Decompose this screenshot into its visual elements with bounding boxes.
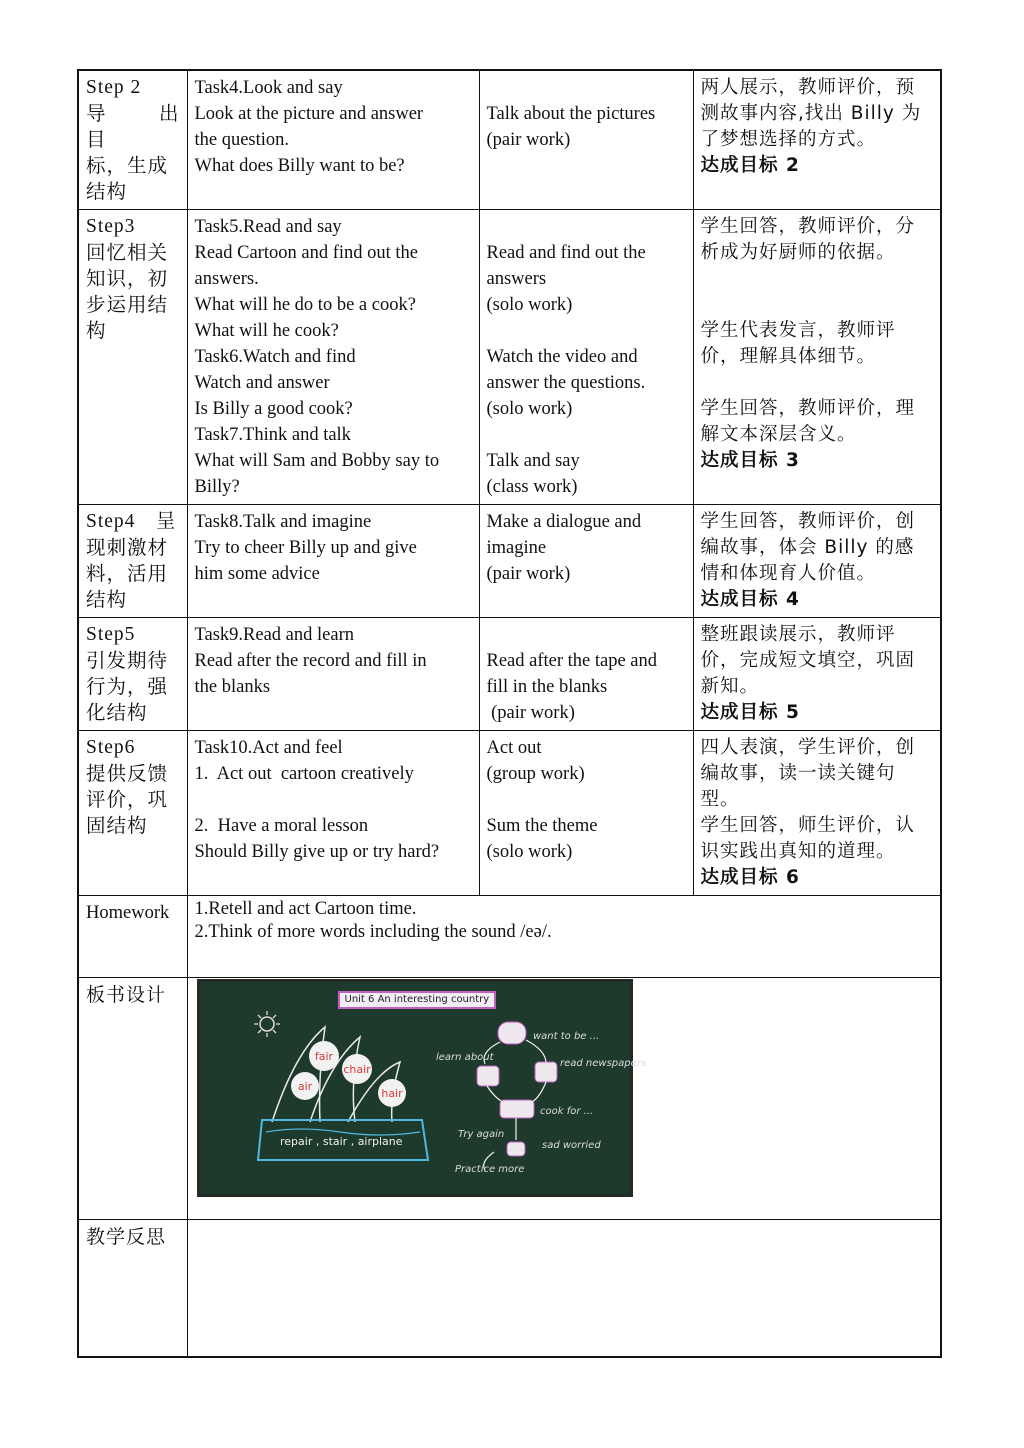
activity-cell-line: Read and find out the	[486, 243, 646, 263]
task-cell-line: What will Sam and Bobby say to	[194, 451, 440, 471]
step-cell-line: 现刺激材	[86, 536, 169, 559]
step-cell-line: 引发期待	[86, 649, 169, 672]
task-cell-line: answers.	[194, 269, 259, 289]
evaluation-cell-line: 学生回答，教师评价，创	[700, 511, 916, 532]
activity-cell-line: Sum the theme	[486, 816, 598, 836]
step-row	[78, 731, 941, 896]
board-word: chair	[342, 1063, 371, 1076]
task-cell-line: Look at the picture and answer	[194, 104, 424, 124]
task-cell-line: What will he cook?	[194, 321, 339, 341]
task-cell-line: Try to cheer Billy up and give	[194, 538, 417, 558]
homework-label: Homework	[78, 896, 187, 978]
board-note: want to be ...	[532, 1031, 599, 1042]
evaluation-cell-line: 析成为好厨师的依据。	[700, 242, 896, 263]
board-word: air	[297, 1080, 312, 1093]
task-cell-line: the blanks	[194, 677, 271, 697]
step-cell-line: Step3	[86, 216, 136, 237]
blackboard-photo	[197, 979, 646, 1197]
step-row	[78, 618, 941, 731]
evaluation-cell-line: 整班跟读展示，教师评	[700, 624, 896, 645]
activity-cell-line: (class work)	[486, 477, 578, 497]
activity-cell-line: Talk about the pictures	[486, 104, 656, 124]
blackboard-drawing	[200, 982, 646, 1194]
step-cell-line: 化结构	[86, 701, 148, 724]
evaluation-cell-line	[701, 370, 934, 396]
step-cell-line: 导 出 目	[86, 102, 201, 151]
step-cell	[78, 618, 187, 731]
step-cell-line: Step4 呈	[86, 511, 177, 532]
step-cell-line: 行为，强	[86, 675, 169, 698]
task-cell-line: Task10.Act and feel	[194, 738, 343, 758]
reflection-label: 教学反思	[78, 1220, 187, 1357]
goal-label: 达成目标 6	[700, 867, 800, 888]
task-cell-line: Read after the record and fill in	[194, 651, 427, 671]
reflection-row	[78, 1220, 941, 1357]
step-row	[78, 505, 941, 618]
step-cell-line: 标，生成	[86, 154, 169, 177]
board-note: Practice more	[454, 1164, 524, 1175]
task-cell-line: Read Cartoon and find out the	[194, 243, 418, 263]
step-cell-line: 结构	[86, 588, 128, 611]
activity-cell-line: (solo work)	[486, 842, 573, 862]
step-cell-line: Step 2	[86, 77, 142, 98]
board-bottom-words: repair , stair , airplane	[279, 1135, 403, 1148]
activity-cell-line: answer the questions.	[486, 373, 646, 393]
task-cell-line	[195, 787, 472, 813]
evaluation-cell-line	[701, 266, 934, 292]
task-cell	[187, 731, 479, 896]
evaluation-cell-line: 编故事，读一读关键句	[700, 763, 896, 784]
task-cell-line: What will he do to be a cook?	[194, 295, 416, 315]
task-cell-line: Task8.Talk and imagine	[194, 512, 372, 532]
lesson-plan-table	[77, 69, 942, 1358]
task-cell-line: Is Billy a good cook?	[194, 399, 353, 419]
activity-cell-line: (pair work)	[486, 703, 575, 723]
activity-cell-line: (solo work)	[486, 295, 573, 315]
task-cell-line: Task7.Think and talk	[194, 425, 351, 445]
task-cell-line: Billy?	[194, 477, 240, 497]
task-cell	[187, 505, 479, 618]
evaluation-cell-line: 识实践出真知的道理。	[700, 841, 896, 862]
board-word: hair	[380, 1087, 403, 1100]
goal-label: 达成目标 5	[700, 702, 800, 723]
activity-cell-line	[487, 422, 686, 448]
goal-label: 达成目标 3	[700, 450, 800, 471]
step-row	[78, 70, 941, 210]
evaluation-cell-line: 解文本深层含义。	[700, 424, 857, 445]
evaluation-cell-line: 四人表演，学生评价，创	[700, 737, 916, 758]
task-cell	[187, 70, 479, 210]
step-cell-line: 料，活用	[86, 562, 169, 585]
task-cell-line: him some advice	[194, 564, 320, 584]
task-cell-line: Task4.Look and say	[194, 78, 343, 98]
activity-cell-line: answers	[486, 269, 547, 289]
activity-cell	[479, 618, 693, 731]
step-cell-line: 结构	[86, 180, 128, 203]
activity-cell-line: fill in the blanks	[486, 677, 608, 697]
board-design-label: 板书设计	[78, 978, 187, 1220]
goal-label: 达成目标 2	[700, 155, 800, 176]
evaluation-cell-line: 学生回答，师生评价，认	[700, 815, 916, 836]
homework-line: 2.Think of more words including the sound /eə/.	[194, 922, 552, 942]
board-note: learn about	[435, 1052, 494, 1063]
board-design-content	[187, 978, 941, 1220]
step-row	[78, 210, 941, 505]
evaluation-cell-line: 两人展示，教师评价，预	[700, 77, 916, 98]
step-cell-line: Step6	[86, 737, 136, 758]
evaluation-cell-line: 编故事，体会 Billy 的感	[700, 537, 915, 558]
activity-cell	[479, 70, 693, 210]
activity-cell	[479, 210, 693, 505]
task-cell	[187, 618, 479, 731]
task-cell-line: Task5.Read and say	[194, 217, 342, 237]
activity-cell-line: (solo work)	[486, 399, 573, 419]
evaluation-cell-line: 了梦想选择的方式。	[700, 129, 877, 150]
activity-cell-line	[487, 318, 686, 344]
step-cell	[78, 505, 187, 618]
step-cell	[78, 70, 201, 210]
board-note: Try again	[457, 1129, 504, 1140]
homework-content	[187, 896, 941, 978]
homework-row	[78, 896, 941, 978]
step-cell-line: 提供反馈	[86, 762, 169, 785]
evaluation-cell-line: 学生回答，教师评价，理	[700, 398, 916, 419]
activity-cell-line: Watch the video and	[486, 347, 638, 367]
evaluation-cell-line: 情和体现育人价值。	[700, 563, 877, 584]
evaluation-cell-line: 新知。	[700, 676, 760, 697]
step-cell-line: 步运用结	[86, 293, 169, 316]
board-design-row	[78, 978, 941, 1220]
evaluation-cell	[693, 210, 941, 505]
evaluation-cell-line	[701, 292, 934, 318]
evaluation-cell-line: 学生回答，教师评价，分	[700, 216, 916, 237]
step-cell	[78, 210, 187, 505]
task-cell-line: 2. Have a moral lesson	[194, 816, 369, 836]
activity-cell-line	[487, 622, 686, 648]
task-cell-line: Task6.Watch and find	[194, 347, 356, 367]
task-cell-line: Should Billy give up or try hard?	[194, 842, 440, 862]
evaluation-cell-line: 型。	[700, 789, 740, 810]
activity-cell	[479, 505, 693, 618]
board-note: cook for ...	[539, 1106, 593, 1117]
board-note: read newspapers	[559, 1058, 646, 1069]
evaluation-cell	[693, 731, 941, 896]
activity-cell-line: (pair work)	[486, 564, 571, 584]
activity-cell-line: (group work)	[486, 764, 585, 784]
step-cell-line: 构	[86, 319, 107, 342]
task-cell-line: What does Billy want to be?	[194, 156, 405, 176]
board-note: sad worried	[541, 1140, 601, 1151]
activity-cell-line: imagine	[486, 538, 547, 558]
evaluation-cell-line: 价，理解具体细节。	[700, 346, 877, 367]
activity-cell-line: Act out	[486, 738, 542, 758]
evaluation-cell-line: 测故事内容,找出 Billy 为	[700, 103, 922, 124]
reflection-content	[187, 1220, 941, 1357]
goal-label: 达成目标 4	[700, 589, 800, 610]
evaluation-cell	[693, 70, 941, 210]
activity-cell-line	[487, 787, 686, 813]
board-title: Unit 6 An interesting country	[338, 991, 497, 1009]
activity-cell-line: (pair work)	[486, 130, 571, 150]
task-cell-line: the question.	[194, 130, 290, 150]
step-cell-line: 知识，初	[86, 267, 169, 290]
step-cell-line: Step5	[86, 624, 136, 645]
activity-cell	[479, 731, 693, 896]
evaluation-cell	[693, 505, 941, 618]
homework-line: 1.Retell and act Cartoon time.	[194, 899, 417, 919]
activity-cell-line: Read after the tape and	[486, 651, 658, 671]
board-word: fair	[314, 1050, 333, 1063]
task-cell-line: 1. Act out cartoon creatively	[194, 764, 414, 784]
activity-cell-line: Talk and say	[486, 451, 580, 471]
task-cell	[187, 210, 479, 505]
step-cell	[78, 731, 187, 896]
step-cell-line: 固结构	[86, 814, 148, 837]
activity-cell-line: Make a dialogue and	[486, 512, 642, 532]
evaluation-cell-line: 价，完成短文填空，巩固	[700, 650, 916, 671]
evaluation-cell-line: 学生代表发言，教师评	[700, 320, 896, 341]
task-cell-line: Watch and answer	[194, 373, 330, 393]
step-cell-line: 回忆相关	[86, 241, 169, 264]
task-cell-line: Task9.Read and learn	[194, 625, 354, 645]
evaluation-cell	[693, 618, 941, 731]
step-cell-line: 评价，巩	[86, 788, 169, 811]
